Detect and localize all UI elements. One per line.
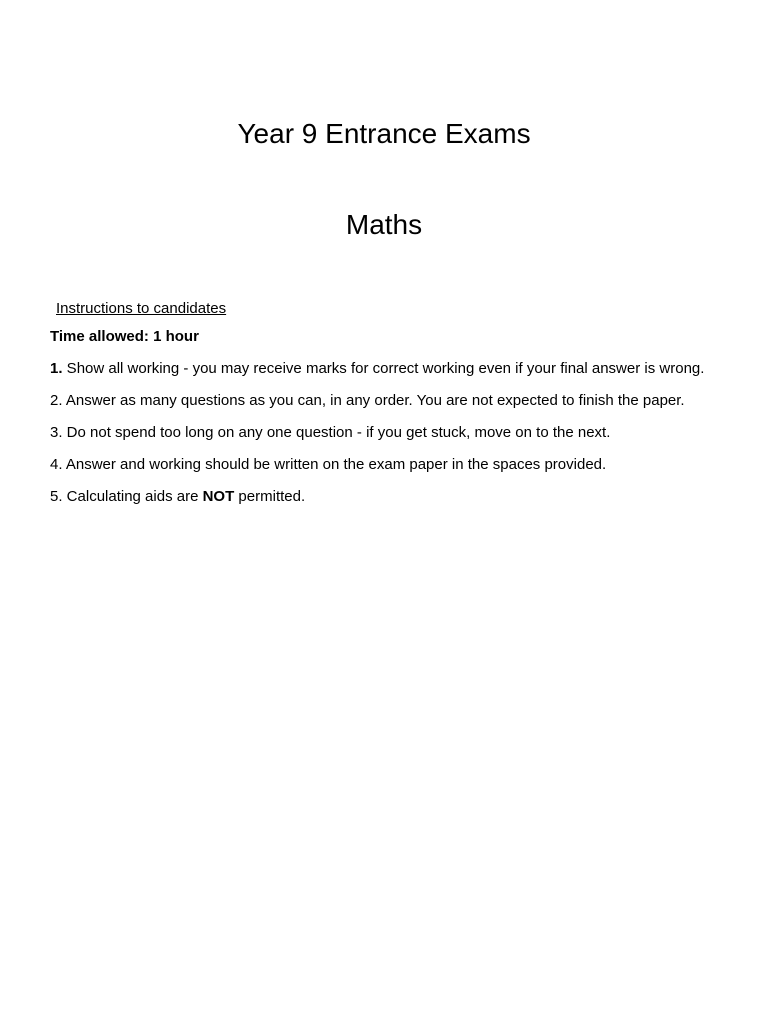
instruction-item-3 <box>50 421 720 445</box>
instruction-text: Do not spend too long on any one question - if you get stuck, move on to the next. <box>62 424 611 441</box>
instruction-item-2 <box>50 389 720 413</box>
instruction-emphasis: NOT <box>202 488 235 505</box>
instruction-text: Show all working - you may receive marks for correct working even if your final answer is wrong. <box>62 360 705 377</box>
instruction-item-4 <box>50 453 720 477</box>
instruction-item-5 <box>50 485 720 509</box>
time-allowed: Time allowed: 1 hour <box>50 328 199 345</box>
instructions-section <box>50 297 720 517</box>
document-title: Year 9 Entrance Exams <box>237 118 531 149</box>
instruction-number: 4. <box>50 456 63 473</box>
instruction-number: 5. <box>50 488 63 505</box>
instruction-text: Answer as many questions as you can, in any order. You are not expected to finish the paper. <box>62 392 685 409</box>
instruction-number: 2. <box>50 392 63 409</box>
instruction-text: permitted. <box>234 488 306 505</box>
subject-title: Maths <box>345 209 423 240</box>
instruction-number: 3. <box>50 424 63 441</box>
instruction-text: Answer and working should be written on the exam paper in the spaces provided. <box>62 456 607 473</box>
instructions-heading: Instructions to candidates <box>56 300 227 317</box>
instruction-number: 1. <box>50 360 63 377</box>
instruction-item-1 <box>50 357 720 381</box>
instruction-text: Calculating aids are <box>62 488 203 505</box>
